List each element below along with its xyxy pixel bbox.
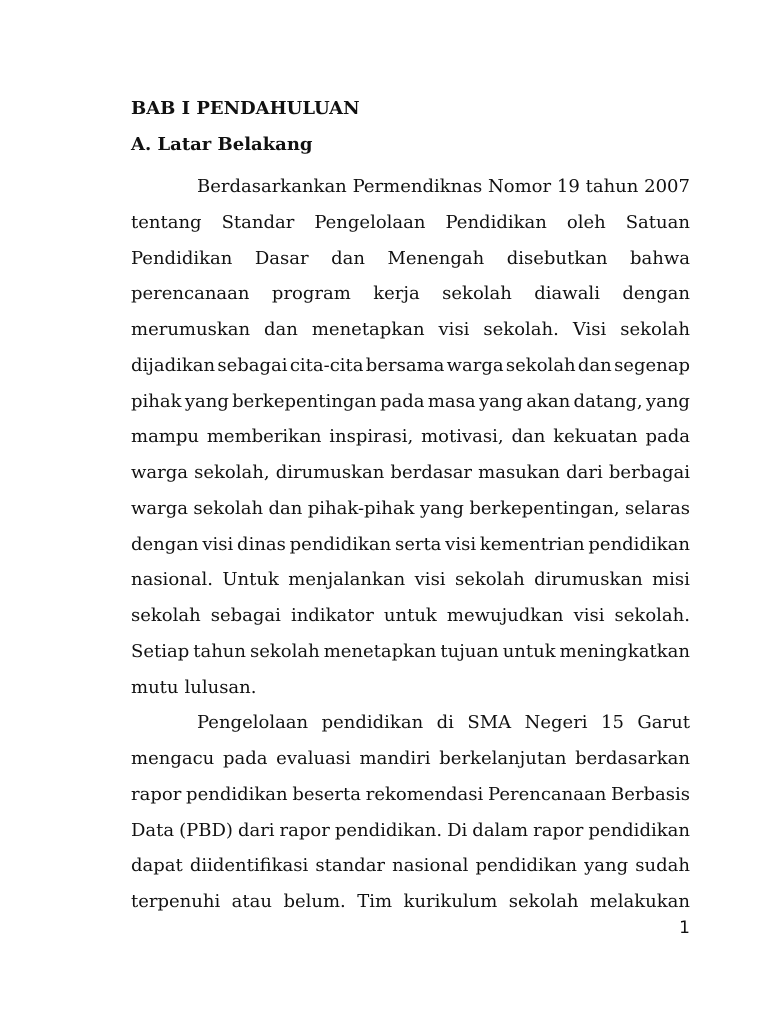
word: yang bbox=[478, 390, 523, 412]
word: dalam bbox=[472, 819, 529, 841]
word: mewujudkan bbox=[446, 605, 564, 626]
text-line bbox=[131, 813, 690, 849]
word: segenap bbox=[614, 354, 690, 376]
word: Pengelolaan bbox=[197, 712, 309, 734]
word: Menengah bbox=[387, 247, 485, 269]
word: diawali bbox=[534, 283, 600, 305]
word: yang bbox=[184, 390, 229, 412]
word: Dasar bbox=[254, 247, 309, 269]
word: sekolah bbox=[454, 569, 525, 591]
word: dengan bbox=[131, 533, 199, 555]
word: indikator bbox=[290, 605, 374, 626]
word: sebagai bbox=[217, 354, 288, 376]
paragraph bbox=[131, 169, 690, 705]
word: melakukan bbox=[589, 891, 690, 912]
word: disebutkan bbox=[506, 247, 608, 269]
word: berkelanjutan bbox=[439, 748, 567, 769]
text-line bbox=[131, 276, 690, 312]
word: dari bbox=[566, 462, 603, 483]
word: pendidikan bbox=[475, 855, 578, 877]
text-line bbox=[131, 348, 690, 384]
text-line bbox=[131, 241, 690, 277]
word: tujuan bbox=[440, 640, 499, 662]
text-line bbox=[131, 777, 690, 813]
word: program bbox=[271, 283, 351, 305]
word: dinas bbox=[237, 533, 286, 555]
word: serta bbox=[394, 533, 442, 555]
word: inspirasi, bbox=[329, 426, 414, 448]
text-line bbox=[131, 884, 690, 920]
word: visi bbox=[202, 533, 234, 555]
word: yang bbox=[584, 855, 629, 877]
word: dirumuskan bbox=[275, 462, 385, 483]
word: sekolah bbox=[193, 497, 264, 519]
word: belum. bbox=[283, 891, 346, 912]
word: berkepentingan bbox=[232, 390, 377, 412]
page-number: 1 bbox=[679, 918, 690, 938]
text-line bbox=[131, 169, 690, 205]
word: berdasar bbox=[390, 462, 473, 483]
word: Tim bbox=[357, 891, 393, 912]
word: visi bbox=[414, 569, 446, 591]
word: 2007 bbox=[644, 176, 690, 197]
word: atau bbox=[231, 891, 272, 912]
text-line bbox=[131, 312, 690, 348]
word: pihak bbox=[131, 390, 182, 412]
word: mandiri bbox=[359, 748, 431, 769]
word: berdasarkan bbox=[575, 748, 690, 769]
word: visi bbox=[573, 605, 605, 626]
word: mutu bbox=[131, 676, 179, 698]
word: yang bbox=[645, 390, 690, 412]
word: nasional. bbox=[131, 569, 213, 591]
word: bersama bbox=[365, 354, 445, 376]
word: Setiap bbox=[131, 640, 190, 662]
text-line bbox=[131, 670, 690, 706]
word: dan bbox=[264, 319, 298, 340]
word: pendidikan bbox=[588, 533, 690, 555]
word: sekolah. bbox=[483, 319, 559, 340]
word: pada bbox=[380, 390, 425, 412]
word: menetapkan bbox=[311, 319, 425, 340]
word: merumuskan bbox=[131, 319, 251, 340]
word: pada bbox=[645, 426, 690, 448]
word: sekolah bbox=[508, 891, 579, 912]
word: dan bbox=[331, 247, 365, 269]
word: yang bbox=[419, 497, 464, 519]
word: dan bbox=[268, 497, 303, 519]
word: Di bbox=[447, 819, 468, 841]
word: tahun bbox=[193, 640, 246, 662]
word: dapat bbox=[131, 855, 183, 877]
word: kurikulum bbox=[403, 891, 498, 912]
word: evaluasi bbox=[276, 748, 351, 769]
word: Data bbox=[131, 819, 175, 841]
text-line bbox=[131, 562, 690, 598]
word: berkepentingan, bbox=[469, 497, 620, 519]
word: sekolah bbox=[620, 319, 690, 340]
word: warga bbox=[131, 497, 188, 519]
word: sudah bbox=[635, 855, 690, 877]
word: Satuan bbox=[625, 211, 690, 233]
word: meningkatkan bbox=[559, 640, 690, 662]
word: rapor bbox=[279, 819, 330, 841]
word: (PBD) bbox=[179, 819, 233, 841]
word: sekolah bbox=[442, 283, 512, 305]
word: terpenuhi bbox=[131, 891, 221, 912]
word: rekomendasi bbox=[365, 783, 484, 805]
word: kerja bbox=[373, 283, 420, 305]
word: beserta bbox=[292, 783, 361, 805]
word: menjalankan bbox=[288, 569, 406, 591]
word: tentang bbox=[131, 211, 202, 233]
body-text bbox=[131, 169, 690, 920]
word: standar bbox=[315, 855, 386, 877]
word: Perencanaan bbox=[488, 783, 607, 805]
word: akan bbox=[526, 390, 571, 412]
word: pendidikan bbox=[588, 819, 690, 841]
word: Untuk bbox=[222, 569, 279, 591]
text-line bbox=[131, 384, 690, 420]
word: selaras bbox=[625, 497, 690, 519]
text-line bbox=[131, 848, 690, 884]
word: dari bbox=[237, 819, 275, 841]
chapter-title: BAB I PENDAHULUAN bbox=[131, 98, 360, 119]
word: Permendiknas bbox=[352, 176, 483, 197]
word: warga bbox=[446, 354, 504, 376]
word: dijadikan bbox=[131, 354, 216, 376]
word: rapor bbox=[533, 819, 584, 841]
word: sekolah bbox=[131, 605, 201, 626]
text-line bbox=[131, 491, 690, 527]
word: pada bbox=[222, 748, 268, 769]
word: pendidikan bbox=[289, 533, 392, 555]
word: menetapkan bbox=[323, 640, 437, 662]
word: Nomor bbox=[488, 176, 552, 197]
word: cita-cita bbox=[289, 354, 364, 376]
text-line bbox=[131, 205, 690, 241]
word: kekuatan bbox=[553, 426, 638, 448]
word: dengan bbox=[622, 283, 690, 305]
word: oleh bbox=[566, 211, 606, 233]
word: Pengelolaan bbox=[314, 211, 426, 233]
text-line bbox=[131, 741, 690, 777]
word: visi bbox=[438, 319, 470, 340]
paragraph bbox=[131, 705, 690, 920]
word: pendidikan. bbox=[334, 819, 443, 841]
word: Garut bbox=[637, 712, 690, 734]
section-title: A. Latar Belakang bbox=[131, 134, 313, 155]
word: 15 bbox=[601, 712, 624, 734]
word: kementrian bbox=[479, 533, 585, 555]
word: Pendidikan bbox=[445, 211, 547, 233]
text-line bbox=[131, 527, 690, 563]
word: visi bbox=[445, 533, 477, 555]
word: Standar bbox=[221, 211, 295, 233]
word: masa bbox=[427, 390, 476, 412]
word: 19 bbox=[556, 176, 580, 197]
word: mengacu bbox=[131, 748, 215, 769]
word: pihak-pihak bbox=[307, 497, 415, 519]
text-line bbox=[131, 455, 690, 491]
word: sekolah, bbox=[194, 462, 270, 483]
word: rapor bbox=[131, 783, 182, 805]
word: di bbox=[436, 712, 454, 734]
word: sekolah bbox=[505, 354, 576, 376]
word: pendidikan bbox=[186, 783, 288, 805]
word: Pendidikan bbox=[131, 247, 233, 269]
word: sekolah. bbox=[614, 605, 690, 626]
word: SMA bbox=[467, 712, 512, 734]
word: dan bbox=[511, 426, 546, 448]
word: memberikan bbox=[206, 426, 322, 448]
word: mampu bbox=[131, 426, 199, 448]
word: warga bbox=[131, 462, 188, 483]
text-line bbox=[131, 598, 690, 634]
word: lulusan. bbox=[184, 676, 257, 698]
word: untuk bbox=[383, 605, 437, 626]
word: Berdasarkankan bbox=[197, 176, 347, 197]
word: dan bbox=[577, 354, 612, 376]
word: diidentifikasi bbox=[189, 855, 309, 877]
word: sebagai bbox=[210, 605, 281, 626]
text-line bbox=[131, 705, 690, 741]
word: motivasi, bbox=[421, 426, 504, 448]
word: sekolah bbox=[249, 640, 320, 662]
word: tahun bbox=[585, 176, 639, 197]
text-line bbox=[131, 634, 690, 670]
word: dirumuskan bbox=[534, 569, 643, 591]
word: untuk bbox=[502, 640, 556, 662]
word: Negeri bbox=[524, 712, 588, 734]
word: bahwa bbox=[629, 247, 690, 269]
word: misi bbox=[652, 569, 690, 591]
word: Berbasis bbox=[611, 783, 690, 805]
word: Visi bbox=[572, 319, 607, 340]
word: datang, bbox=[573, 390, 643, 412]
word: pendidikan bbox=[321, 712, 424, 734]
word: berbagai bbox=[608, 462, 690, 483]
word: perencanaan bbox=[131, 283, 250, 305]
word: masukan bbox=[478, 462, 561, 483]
word: nasional bbox=[392, 855, 469, 877]
text-line bbox=[131, 419, 690, 455]
